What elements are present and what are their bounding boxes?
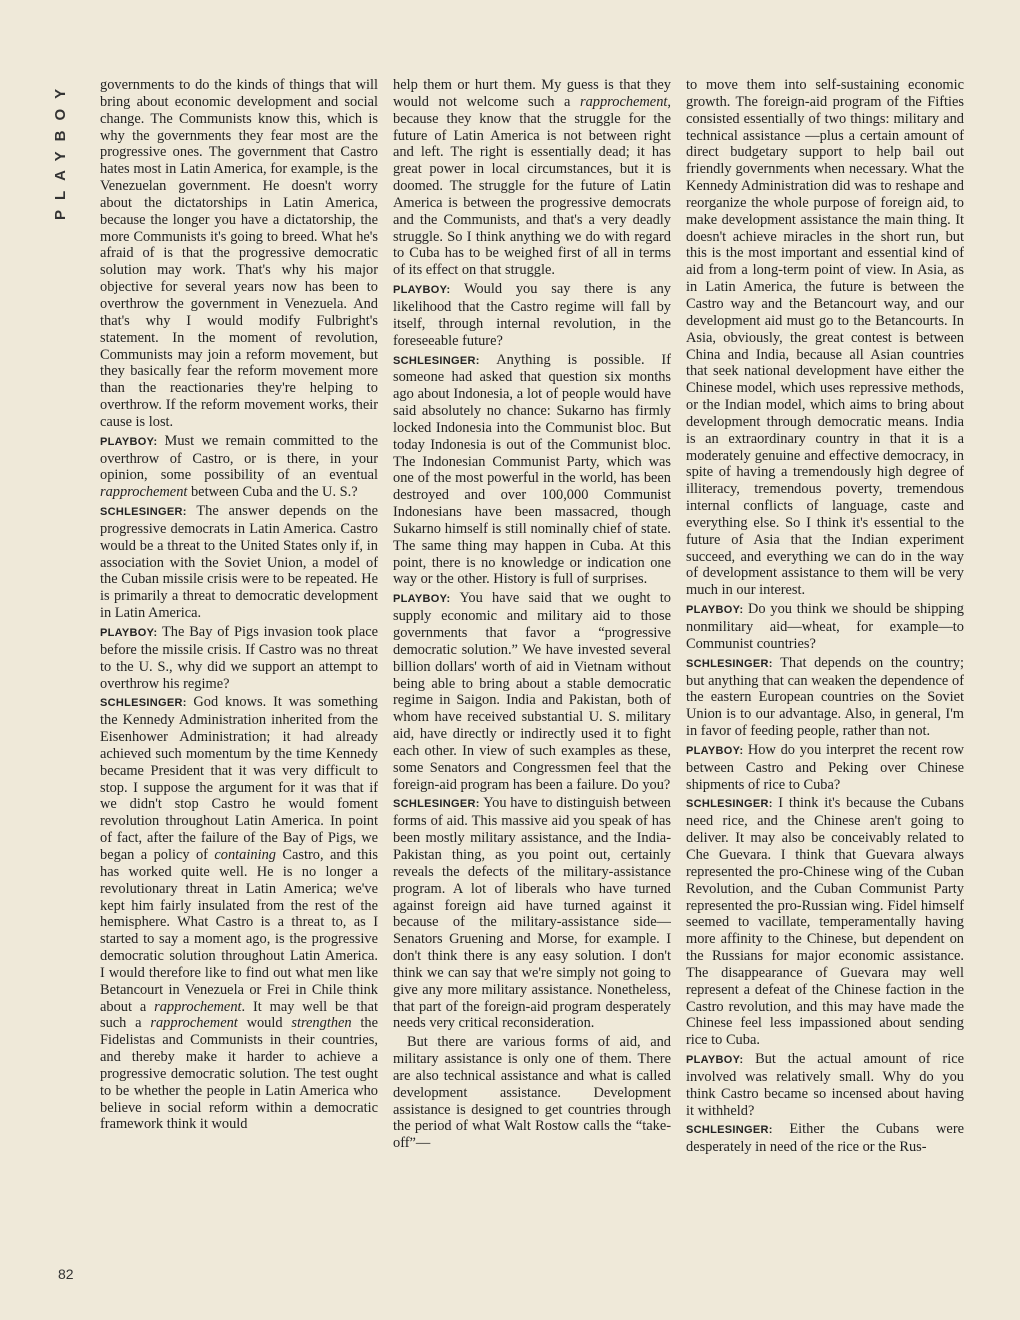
paragraph-text: Anything is possible. If someone had asked that question six months ago about Indonesia, a lot of people would have said absolutely no chance: Sukarno has firmly locked Indonesia into the Communist bloc. But today Indonesia is out of the Communist bloc. The Indonesian Communist Party, which was one of the most powerful in the world, has been destroyed and over 100,000 Communist Indonesians have been massacred, though Sukarno himself is still nominally chief of state. The same thing may happen in Cuba. At this point, there is no knowledge or indication one way or the other. History is full of surprises. bbox=[393, 351, 671, 588]
question-paragraph bbox=[100, 624, 378, 692]
speaker-label-schlesinger: SCHLESINGER: bbox=[393, 354, 480, 367]
text-column-1 bbox=[100, 77, 378, 1282]
speaker-label-playboy: PLAYBOY: bbox=[686, 604, 744, 617]
paragraph-text: That depends on the country; but anything that can weaken the dependence of the eastern European countries on the Soviet Union is to our advantage. Also, in general, I'm in favor of feeding people, rather than not. bbox=[686, 654, 964, 740]
paragraph-text: You have said that we ought to supply economic and military aid to those governments that favor a “progressive democratic solution.” We have invested several billion dollars' worth of aid in Vietnam without being able to bring about a stable democratic regime in Saigon. India and Pakistan, both of whom have received substantial U. S. military aid, have directly or indirectly used it to fight each other. In view of such examples as these, some Senators and Congressmen feel that the foreign-aid program has been a failure. Do you? bbox=[393, 590, 671, 793]
paragraph-text: The answer depends on the progressive democrats in Latin America. Castro would be a threat to the United States only if, in association with the Soviet Union, a model of the Cuban missile crisis were to be repeated. He is primarily a threat to democratic development in Latin America. bbox=[100, 503, 378, 622]
text-column-2 bbox=[393, 77, 671, 1282]
question-paragraph bbox=[393, 590, 671, 793]
paragraph-text: Must we remain committed to the overthrow of Castro, or is there, in your opinion, some possibility of an eventual rapprochement between Cuba and the U. S.? bbox=[100, 432, 378, 501]
page-number: 82 bbox=[58, 1266, 74, 1282]
question-paragraph bbox=[686, 601, 964, 653]
speaker-label-playboy: PLAYBOY: bbox=[686, 744, 744, 757]
speaker-label-schlesinger: SCHLESINGER: bbox=[393, 798, 480, 811]
speaker-label-playboy: PLAYBOY: bbox=[393, 284, 451, 297]
paragraph-text: I think it's because the Cubans need rice, and the Chinese aren't going to deliver. It may also be conceivably related to Che Guevara. I think that Guevara always represented the pro-Chinese wing of the Cuban Revolution, and the Cuban Communist Party represented the pro-Russian wing. Fidel himself seemed to vacillate, temperamentally having more affinity to the Chinese, but dependent on the Russians for major economic assistance. The disappearance of Guevara may well represent a defeat of the Chinese faction in the Castro revolution, and this may have made the Chinese feel less impassioned about sending rice to Cuba. bbox=[686, 795, 964, 1049]
answer-paragraph bbox=[686, 795, 964, 1049]
paragraph-text: governments to do the kinds of things that will bring about economic development and social change. The Communists know this, which is why the governments they fear most are the progressive ones. The government that Castro hates most in Latin America, for example, is the Venezuelan government. He doesn't worry about the dictatorships in Latin America, because the longer you have a dictatorship, the more Communists it's going to breed. What he's afraid of is that the progressive democratic solution may work. That's why his major objective for several years now has been to overthrow the government in Venezuela. And that's why I would modify Fulbright's statement. In the moment of revolution, Communists may join a reform movement, but they basically fear the reform movement more than the reactionaries they're helping to overthrow. If the reform movement works, their cause is lost. bbox=[100, 77, 378, 430]
speaker-label-playboy: PLAYBOY: bbox=[686, 1054, 744, 1067]
question-paragraph bbox=[100, 433, 378, 501]
text-column-3 bbox=[686, 77, 964, 1282]
magazine-logo: PLAYBOY bbox=[52, 78, 69, 220]
paragraph-text: to move them into self-sustaining economic growth. The foreign-aid program of the Fifties consisted essentially of two things: military and technical assistance —plus a certain amount of direct budgetary support to help bail out friendly governments when necessary. What the Kennedy Administration did was to reshape and reorganize the whole purpose of foreign aid, to make development assistance the main thing. It doesn't achieve miracles in the short run, but this is the most important and essential kind of aid from a long-term point of view. In Asia, as in Latin America, the future is between the Castro way and the Betancourt way, and our development aid must go to the Betancourts. In Asia, obviously, the great contest is between China and India, because all Asian countries that seek national development have either the Chinese model, which uses repressive methods, or the Indian model, which aims to bring about development through democratic means. India is an extraordinary country in that it is a moderately genuine and effective democracy, in spite of having a tremendously high degree of illiteracy, tremendous poverty, tremendous internal conflicts of language, caste and everything else. So I think it's essential to the future of Asia that the Indian experiment succeed, and everything we can do in the way of development assistance to them will be very much in our interest. bbox=[686, 77, 964, 599]
speaker-label-schlesinger: SCHLESINGER: bbox=[100, 697, 187, 710]
answer-paragraph bbox=[686, 1121, 964, 1156]
speaker-label-playboy: PLAYBOY: bbox=[100, 627, 158, 639]
paragraph-text: You have to distinguish between forms of aid. This massive aid you speak of has been mostly military assistance, and the India-Pakistan thing, as you point out, certainly reveals the defects of the military-assistance program. A lot of liberals who have turned against foreign aid have turned against it because of the military-assistance side—Senators Gruening and Morse, for example. I don't think there is any easy solution. I don't think we can say that we're simply not going to give any more military assistance. Nonetheless, that part of the foreign-aid program desperately needs very critical reconsideration. bbox=[393, 795, 671, 1032]
paragraph-text: God knows. It was something the Kennedy Administration inherited from the Eisenhower Administration; it had already achieved such momentum by the time Kennedy became President that it was very difficult to stop. I suppose the argument for it was that if we didn't stop Castro he would foment revolution throughout Latin America. In point of fact, after the failure of the Bay of Pigs, we began a policy of containing Castro, and this has worked quite well. He is no longer a revolutionary threat in Latin America; we've kept him fairly insulated from the rest of the hemisphere. What Castro is a threat to, as I started to say a moment ago, is the progressive democratic solution throughout Latin America. I would therefore like to find out what men like Betancourt in Venezuela or Frei in Chile think about a rapprochement. It may well be that such a rapprochement would strengthen the Fidelistas and Communists in their countries, and thereby make it harder to achieve a progressive democratic solution. The test ought to be whether the people in Latin America who believe in social reform within a democratic framework think it would bbox=[100, 694, 378, 1133]
speaker-label-playboy: PLAYBOY: bbox=[393, 593, 451, 606]
paragraph-text: How do you interpret the recent row between Castro and Peking over Chinese shipments of rice to Cuba? bbox=[686, 741, 964, 793]
question-paragraph bbox=[686, 742, 964, 794]
body-paragraph bbox=[393, 1034, 671, 1152]
answer-paragraph bbox=[686, 655, 964, 740]
question-paragraph bbox=[393, 281, 671, 349]
answer-paragraph bbox=[393, 795, 671, 1032]
speaker-label-playboy: PLAYBOY: bbox=[100, 435, 158, 448]
speaker-label-schlesinger: SCHLESINGER: bbox=[686, 798, 773, 811]
body-paragraph bbox=[686, 77, 964, 599]
paragraph-text: Would you say there is any likelihood that the Castro regime will fall by itself, through internal revolution, in the foreseeable future? bbox=[393, 281, 671, 349]
paragraph-text: help them or hurt them. My guess is that they would not welcome such a rapprochement, because they know that the struggle for the future of Latin America is not between right and left. The right is essentially dead; it has great power in local circumstances, but it is doomed. The struggle for the future of Latin America is between the progressive democrats and the Communists, and that's a very deadly struggle. So I think anything we do with regard to Cuba has to be weighed first of all in terms of its effect on that struggle. bbox=[393, 77, 671, 279]
paragraph-text: The Bay of Pigs invasion took place before the missile crisis. If Castro was no threat to the U. S., why did we support an attempt to overthrow his regime? bbox=[100, 624, 378, 692]
paragraph-text: But there are various forms of aid, and military assistance is only one of them. There are also technical assistance and what is called development assistance. Development assistance is designed to get countries through the period of what Walt Rostow calls the “take-off”— bbox=[393, 1034, 671, 1152]
speaker-label-schlesinger: SCHLESINGER: bbox=[686, 657, 773, 670]
speaker-label-schlesinger: SCHLESINGER: bbox=[100, 506, 187, 519]
answer-paragraph bbox=[393, 352, 671, 589]
body-paragraph bbox=[100, 77, 378, 431]
answer-paragraph bbox=[100, 503, 378, 622]
paragraph-text: Do you think we should be shipping nonmilitary aid—wheat, for example—to Communist countries? bbox=[686, 601, 964, 652]
question-paragraph bbox=[686, 1051, 964, 1119]
paragraph-text: But the actual amount of rice involved was relatively small. Why do you think Castro became so incensed about having it withheld? bbox=[686, 1051, 964, 1119]
answer-paragraph bbox=[100, 694, 378, 1133]
body-paragraph bbox=[393, 77, 671, 279]
speaker-label-schlesinger: SCHLESINGER: bbox=[686, 1124, 773, 1137]
paragraph-text: Either the Cubans were desperately in need of the rice or the Rus- bbox=[686, 1121, 964, 1156]
